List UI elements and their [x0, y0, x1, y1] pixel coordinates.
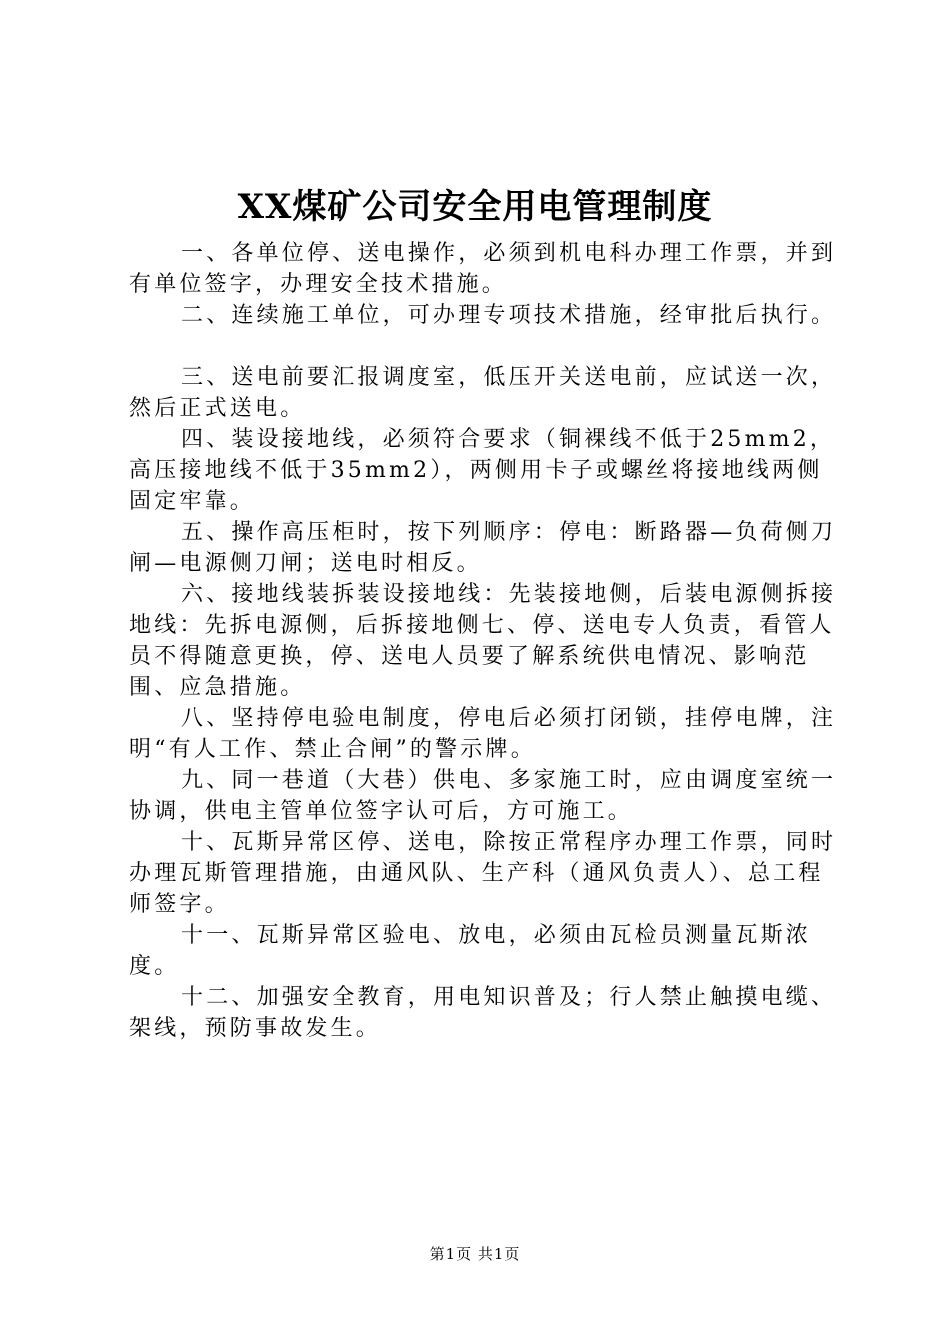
paragraph-1: 一、各单位停、送电操作，必须到机电科办理工作票，并到有单位签字，办理安全技术措施。 — [129, 241, 837, 297]
paragraph-10: 十一、瓦斯异常区验电、放电，必须由瓦检员测量瓦斯浓度。 — [129, 923, 812, 979]
paragraph-5: 五、操作高压柜时，按下列顺序：停电：断路器—负荷侧刀闸—电源侧刀闸；送电时相反。 — [129, 520, 837, 576]
paragraph-6: 六、接地线装拆装设接地线：先装接地侧，后装电源侧拆接地线：先拆电源侧，后拆接地侧七、停、送电专人负责，看管人员不得随意更换，停、送电人员要了解系统供电情况、影响范围、应急措施。 — [129, 582, 837, 700]
document-title: XX煤矿公司安全用电管理制度 — [237, 187, 713, 227]
paragraph-7: 八、坚持停电验电制度，停电后必须打闭锁，挂停电牌，注明“有人工作、禁止合闸”的警示牌。 — [129, 706, 837, 762]
paragraph-11: 十二、加强安全教育，用电知识普及；行人禁止触摸电缆、架线，预防事故发生。 — [129, 985, 837, 1041]
paragraph-9: 十、瓦斯异常区停、送电，除按正常程序办理工作票，同时办理瓦斯管理措施，由通风队、生产科（通风负责人）、总工程师签字。 — [129, 830, 837, 917]
paragraph-3: 三、送电前要汇报调度室，低压开关送电前，应试送一次，然后正式送电。 — [129, 365, 837, 421]
paragraph-4: 四、装设接地线，必须符合要求（铜裸线不低于25mm2，高压接地线不低于35mm2），两侧用卡子或螺丝将接地线两侧固定牢靠。 — [129, 427, 836, 514]
paragraph-8: 九、同一巷道（大巷）供电、多家施工时，应由调度室统一协调，供电主管单位签字认可后，方可施工。 — [129, 768, 837, 824]
paragraph-2: 二、连续施工单位，可办理专项技术措施，经审批后执行。 — [181, 303, 837, 328]
page-footer: 第1页 共1页 — [429, 1245, 521, 1263]
document-body — [129, 238, 841, 1044]
